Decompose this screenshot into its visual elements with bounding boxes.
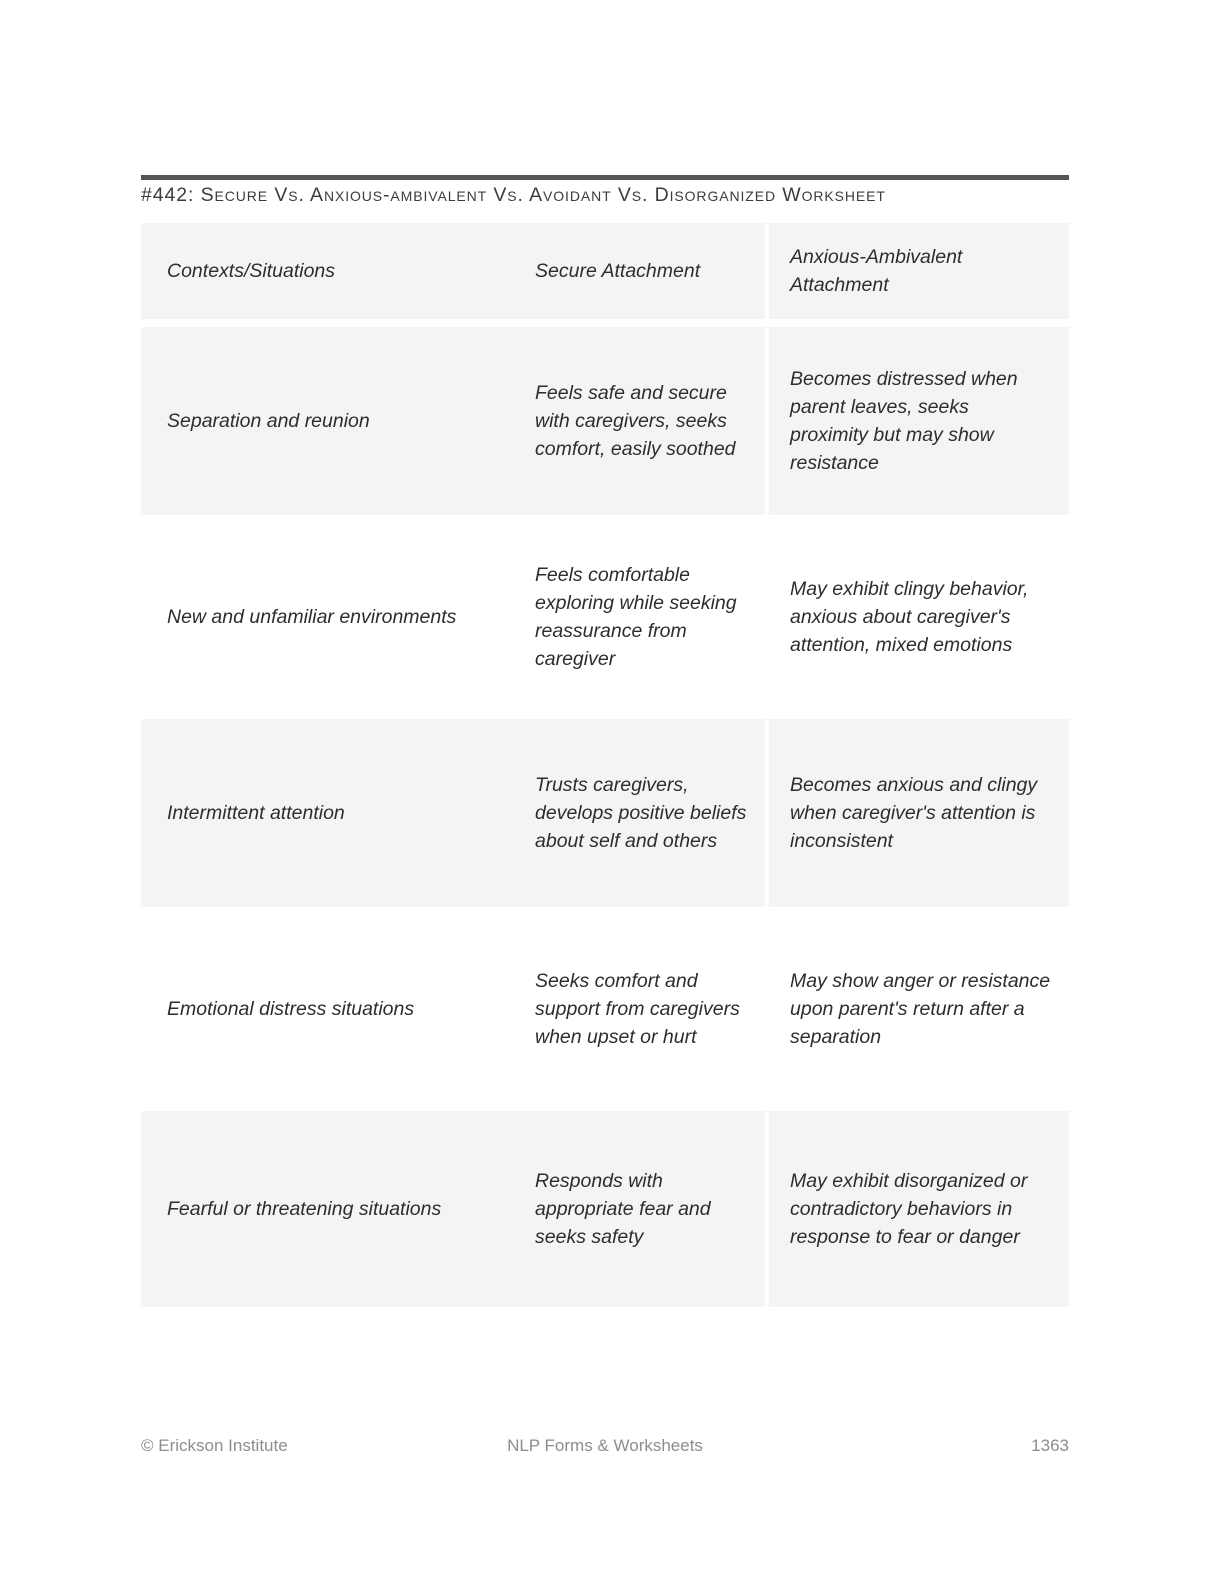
footer-title: NLP Forms & Worksheets	[507, 1436, 703, 1455]
cell-context	[141, 1111, 513, 1307]
row-separator	[141, 319, 1069, 327]
cell-context-text: Separation and reunion	[167, 410, 370, 432]
cell-anxious	[769, 915, 1069, 1103]
cell-anxious	[769, 719, 1069, 907]
table-row	[141, 523, 1069, 711]
cell-anxious-text: May exhibit disorganized or contradictory behaviors in response to fear or danger	[790, 1170, 1028, 1248]
header-divider-rule	[141, 175, 1069, 180]
column-header-anxious	[769, 223, 1069, 319]
cell-secure-text: Feels safe and secure with caregivers, seeks comfort, easily soothed	[535, 382, 736, 460]
cell-anxious	[769, 327, 1069, 515]
column-header-contexts	[141, 223, 513, 319]
cell-secure-text: Trusts caregivers, develops positive beliefs about self and others	[535, 774, 747, 852]
cell-secure	[513, 523, 765, 711]
cell-anxious	[769, 523, 1069, 711]
cell-context	[141, 327, 513, 515]
column-header-secure	[513, 223, 765, 319]
cell-secure	[513, 719, 765, 907]
footer-copyright: © Erickson Institute	[141, 1436, 288, 1455]
cell-context-text: New and unfamiliar environments	[167, 606, 457, 628]
cell-context-text: Fearful or threatening situations	[167, 1198, 442, 1220]
cell-context	[141, 719, 513, 907]
cell-secure	[513, 327, 765, 515]
table-row	[141, 915, 1069, 1103]
table-row	[141, 1111, 1069, 1307]
footer-page-number: 1363	[1031, 1436, 1069, 1455]
cell-context	[141, 523, 513, 711]
cell-secure	[513, 1111, 765, 1307]
column-header-contexts-label: Contexts/Situations	[167, 260, 336, 282]
page-footer	[141, 1436, 1069, 1460]
column-header-anxious-label: Anxious-Ambivalent Attachment	[790, 246, 963, 296]
attachment-comparison-table	[141, 223, 1069, 1307]
cell-context	[141, 915, 513, 1103]
row-separator	[141, 1103, 1069, 1111]
table-header-row	[141, 223, 1069, 319]
cell-anxious-text: Becomes anxious and clingy when caregiver's attention is inconsistent	[790, 774, 1038, 852]
cell-secure-text: Responds with appropriate fear and seeks safety	[535, 1170, 711, 1248]
cell-anxious-text: May exhibit clingy behavior, anxious about caregiver's attention, mixed emotions	[790, 578, 1029, 656]
column-header-secure-label: Secure Attachment	[535, 260, 701, 282]
cell-anxious-text: May show anger or resistance upon parent's return after a separation	[790, 970, 1051, 1048]
table-row	[141, 719, 1069, 907]
cell-secure-text: Feels comfortable exploring while seeking reassurance from caregiver	[535, 564, 737, 670]
cell-anxious	[769, 1111, 1069, 1307]
row-separator	[141, 515, 1069, 523]
cell-secure-text: Seeks comfort and support from caregivers when upset or hurt	[535, 970, 740, 1048]
cell-anxious-text: Becomes distressed when parent leaves, seeks proximity but may show resistance	[790, 368, 1018, 474]
cell-secure	[513, 915, 765, 1103]
row-separator	[141, 711, 1069, 719]
page-title: #442: Secure Vs. Anxious-ambivalent Vs. Avoidant Vs. Disorganized Worksheet	[141, 184, 886, 206]
cell-context-text: Intermittent attention	[167, 802, 345, 824]
table-row	[141, 327, 1069, 515]
row-separator	[141, 907, 1069, 915]
cell-context-text: Emotional distress situations	[167, 998, 415, 1020]
